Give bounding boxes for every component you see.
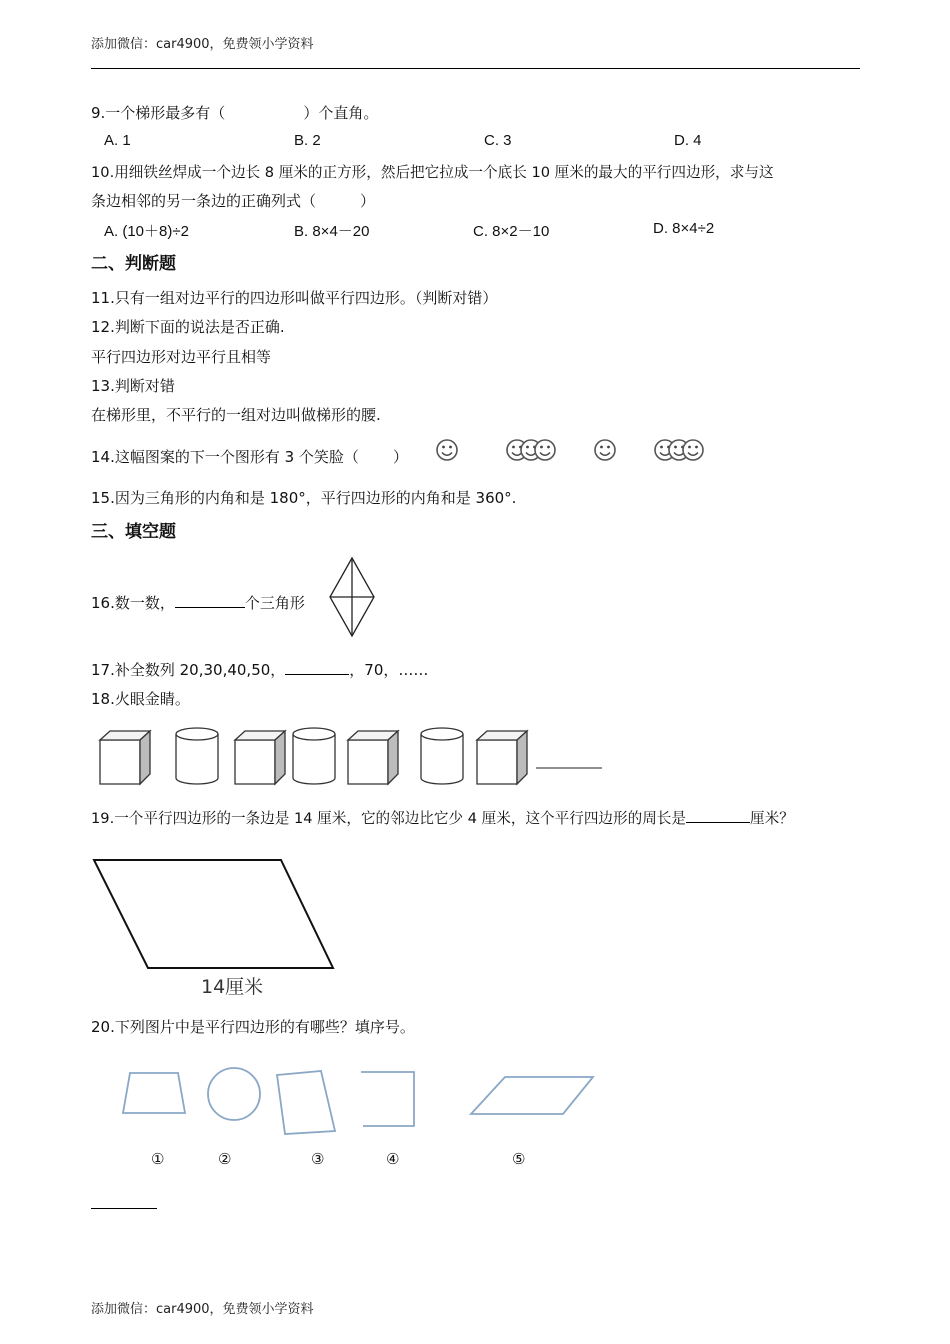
q17-stem-end: ，70，…… (349, 661, 429, 679)
cylinder-shape (176, 728, 218, 784)
q16-stem-end: 个三角形 (244, 594, 305, 612)
q9-option-d[interactable]: D. 4 (674, 132, 702, 149)
irregular-quad-shape (277, 1071, 335, 1134)
trapezoid-shape (123, 1073, 185, 1113)
section-3-title: 三、填空题 (91, 522, 176, 542)
smiley-face-icon (595, 440, 615, 460)
smiley-face-icon (437, 440, 457, 460)
choice-label-3: ③ (311, 1150, 325, 1168)
cube-shape (477, 731, 527, 784)
q9-option-a[interactable]: A. 1 (104, 132, 131, 149)
cube-shape (100, 731, 150, 784)
q14-stem-end: ） (392, 448, 408, 466)
header-rule (91, 68, 860, 69)
q10-option-c[interactable]: C. 8×2－10 (473, 223, 550, 240)
q20-answer-blank[interactable] (91, 1208, 157, 1209)
q17-stem: 17.补全数列 20,30,40,50， (91, 661, 286, 679)
question-19 (91, 807, 794, 828)
open-square-shape (361, 1072, 414, 1126)
section-2-title: 二、判断题 (91, 254, 176, 274)
circle-shape (208, 1068, 260, 1120)
smiley-pattern (430, 432, 720, 468)
question-13-line-1: 13.判断对错 (91, 377, 175, 395)
choice-label-2: ② (218, 1150, 232, 1168)
question-14 (91, 446, 408, 467)
question-15: 15.因为三角形的内角和是 180°，平行四边形的内角和是 360°. (91, 489, 517, 507)
question-20: 20.下列图片中是平行四边形的有哪些？填序号。 (91, 1018, 415, 1036)
parallelogram-shape (471, 1077, 593, 1114)
q16-stem: 16.数一数， (91, 594, 175, 612)
page-header: 添加微信：car4900，免费领小学资料 (91, 37, 314, 52)
q14-stem: 14.这幅图案的下一个图形有 3 个笑脸（ (91, 448, 359, 466)
q16-answer-blank[interactable] (175, 593, 245, 608)
q10-stem: 条边相邻的另一条边的正确列式（ (91, 192, 317, 210)
q19-answer-blank[interactable] (686, 808, 750, 823)
question-17 (91, 659, 428, 680)
question-11: 11.只有一组对边平行的四边形叫做平行四边形。（判断对错） (91, 289, 498, 307)
q9-option-b[interactable]: B. 2 (294, 132, 321, 149)
q9-stem-start: 9.一个梯形最多有（ (91, 104, 226, 122)
q9-stem-end: ）个直角。 (303, 104, 379, 122)
parallelogram-base-label: 14厘米 (201, 976, 264, 998)
question-13-line-2: 在梯形里，不平行的一组对边叫做梯形的腰. (91, 406, 381, 424)
cube-shape (348, 731, 398, 784)
choice-label-1: ① (151, 1150, 165, 1168)
q10-stem-end: ） (360, 192, 376, 210)
question-9 (91, 102, 378, 123)
cylinder-shape (421, 728, 463, 784)
quadrilateral-choices-figure (115, 1060, 605, 1145)
q9-option-c[interactable]: C. 3 (484, 132, 512, 149)
question-18: 18.火眼金睛。 (91, 690, 190, 708)
q10-option-b[interactable]: B. 8×4－20 (294, 223, 370, 240)
q10-option-a[interactable]: A. (10＋8)÷2 (104, 223, 189, 240)
cylinder-shape (293, 728, 335, 784)
q10-line-1: 10.用细铁丝焊成一个边长 8 厘米的正方形，然后把它拉成一个底长 10 厘米的最大的平行四边形，求与这 (91, 164, 774, 181)
question-12-line-1: 12.判断下面的说法是否正确. (91, 318, 285, 336)
question-16 (91, 592, 305, 613)
rhombus-triangles-figure (326, 557, 378, 637)
cube-shape (235, 731, 285, 784)
q19-stem: 19.一个平行四边形的一条边是 14 厘米，它的邻边比它少 4 厘米，这个平行四边形的周长是 (91, 810, 686, 827)
choice-label-4: ④ (386, 1150, 400, 1168)
question-12-line-2: 平行四边形对边平行且相等 (91, 348, 272, 366)
smiley-face-icon (683, 440, 703, 460)
page-footer: 添加微信：car4900，免费领小学资料 (91, 1302, 314, 1317)
q19-stem-end: 厘米？ (750, 810, 794, 827)
choice-label-5: ⑤ (512, 1150, 526, 1168)
shape-sequence-figure (95, 722, 605, 790)
q17-answer-blank[interactable] (285, 660, 349, 675)
q10-option-d[interactable]: D. 8×4÷2 (653, 220, 715, 237)
q10-line-2 (91, 190, 375, 211)
smiley-face-icon (535, 440, 555, 460)
